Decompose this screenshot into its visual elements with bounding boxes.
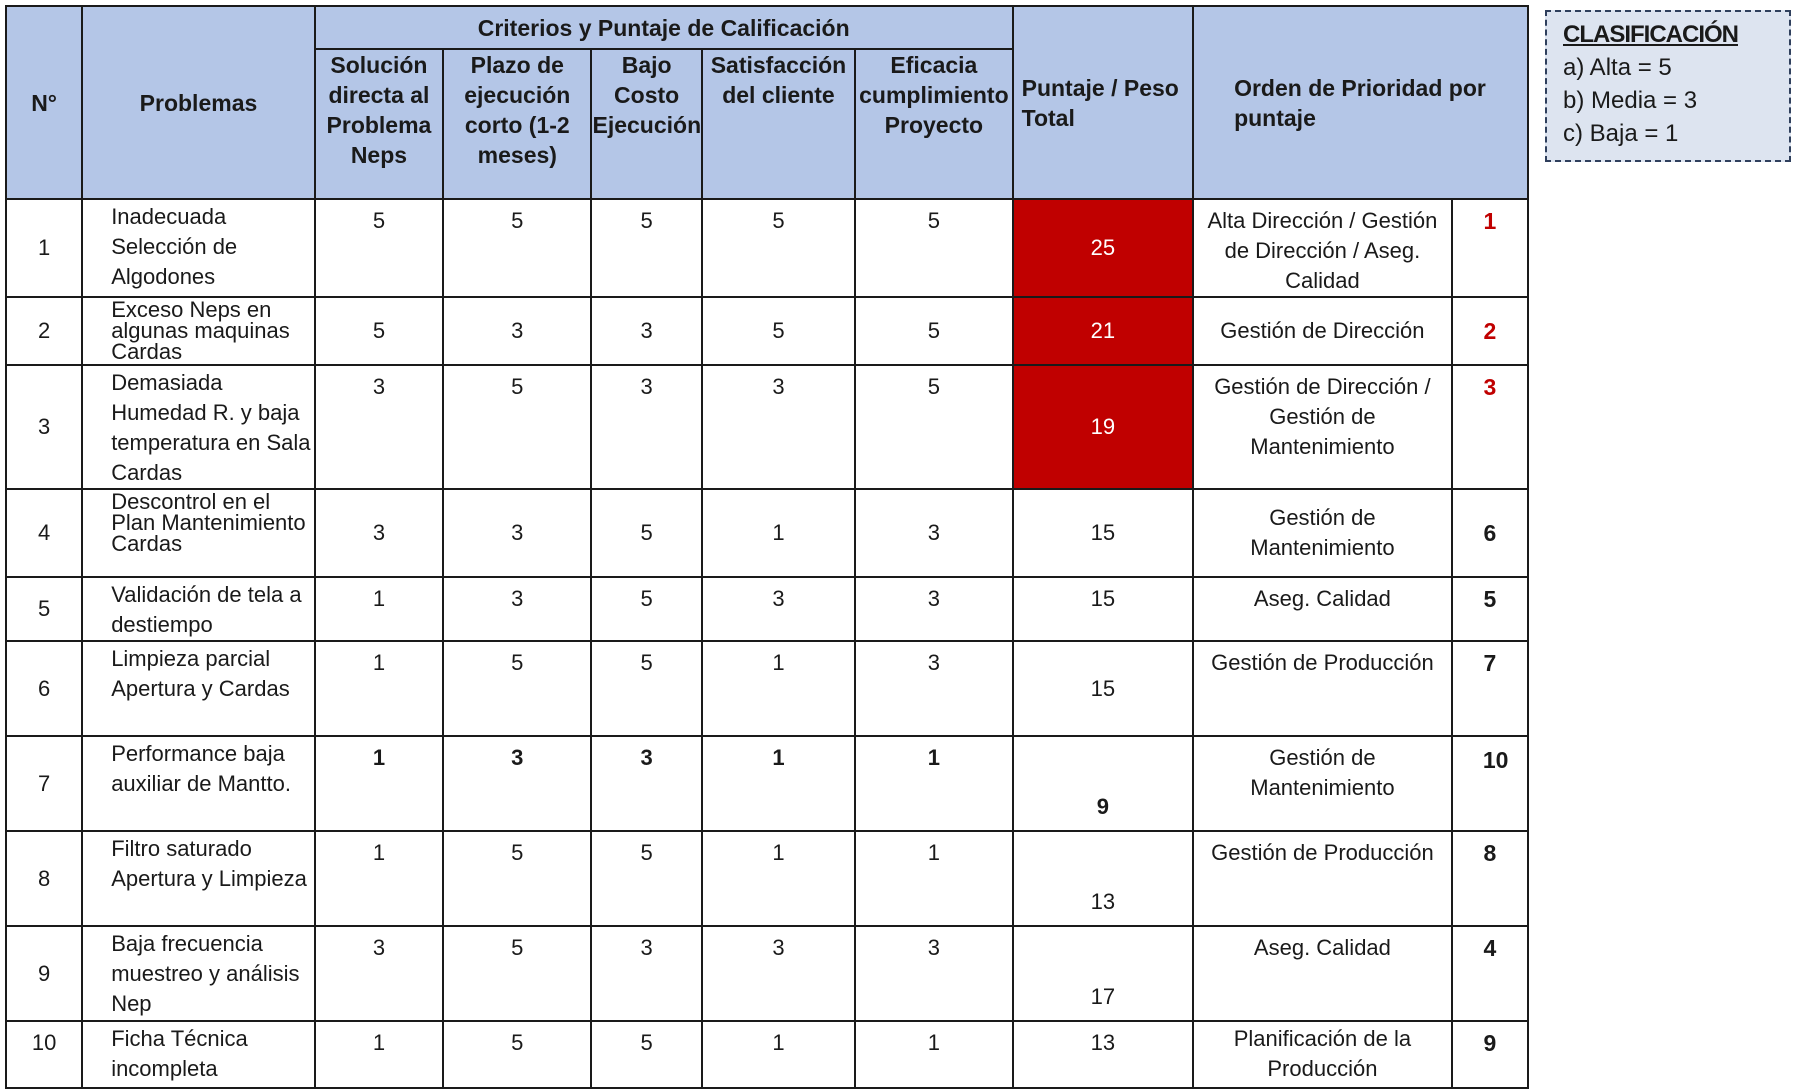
row-number: 9: [6, 926, 82, 1021]
area-cell: Gestión de Producción: [1193, 831, 1452, 926]
score-cell: 5: [443, 641, 591, 736]
header-problemas: Problemas: [82, 6, 315, 199]
score-cell: 5: [702, 199, 855, 297]
total-cell: 13: [1013, 1021, 1193, 1088]
score-cell: 3: [591, 926, 701, 1021]
score-cell: 5: [443, 365, 591, 489]
problem-cell: Validación de tela a destiempo: [82, 577, 315, 641]
table-row: [6, 641, 1528, 736]
score-cell: 3: [702, 926, 855, 1021]
problem-cell: Limpieza parcial Apertura y Cardas: [82, 641, 315, 736]
score-cell: 5: [443, 199, 591, 297]
rank-cell: 8: [1452, 831, 1528, 926]
rank-cell: 2: [1452, 297, 1528, 365]
area-cell: Aseg. Calidad: [1193, 926, 1452, 1021]
rank-cell: [1452, 736, 1528, 831]
rank-cell: 7: [1452, 641, 1528, 736]
table-row: [6, 926, 1528, 1021]
problem-cell: Exceso Neps en algunas maquinas Cardas: [82, 297, 315, 365]
score-cell: 5: [443, 926, 591, 1021]
total-cell: 15: [1013, 489, 1193, 577]
total-cell: 13: [1013, 831, 1193, 926]
score-cell: 3: [315, 926, 443, 1021]
row-number: 3: [6, 365, 82, 489]
total-cell: 19: [1013, 365, 1193, 489]
score-cell: 3: [702, 365, 855, 489]
total-cell: 15: [1013, 641, 1193, 736]
score-cell: 5: [591, 577, 701, 641]
score-cell: 1: [315, 641, 443, 736]
rank-cell: 6: [1452, 489, 1528, 577]
total-cell: 15: [1013, 577, 1193, 641]
legend-item-baja: c) Baja = 1: [1563, 120, 1679, 147]
area-cell: Gestión de Mantenimiento: [1193, 736, 1452, 831]
table-row: [6, 199, 1528, 297]
area-cell: Gestión de Dirección / Gestión de Mantenimiento: [1193, 365, 1452, 489]
legend-item-media: b) Media = 3: [1563, 87, 1698, 114]
score-cell: 5: [591, 1021, 701, 1088]
score-cell: 3: [443, 736, 591, 831]
rank-cell: 9: [1452, 1021, 1528, 1088]
score-cell: 5: [855, 199, 1012, 297]
header-criterio-satisfaccion: Satisfacción del cliente: [702, 49, 855, 199]
score-cell: 3: [702, 577, 855, 641]
row-number: 10: [6, 1021, 82, 1088]
score-cell: 5: [315, 199, 443, 297]
table-row: [6, 831, 1528, 926]
area-cell: Aseg. Calidad: [1193, 577, 1452, 641]
score-cell: 1: [315, 1021, 443, 1088]
score-cell: 3: [443, 297, 591, 365]
problem-cell: Ficha Técnica incompleta: [82, 1021, 315, 1088]
score-cell: 3: [591, 736, 701, 831]
header-criterios-group: Criterios y Puntaje de Calificación: [315, 6, 1013, 49]
header-criterio-solucion: Solución directa al Problema Neps: [315, 49, 443, 199]
header-criterio-eficacia: Eficacia cumplimiento Proyecto: [855, 49, 1012, 199]
score-cell: 5: [855, 365, 1012, 489]
area-cell: Alta Dirección / Gestión de Dirección / Aseg. Calidad: [1193, 199, 1452, 297]
row-number: 7: [6, 736, 82, 831]
problem-cell: Demasiada Humedad R. y baja temperatura en Sala Cardas: [82, 365, 315, 489]
score-cell: 3: [315, 365, 443, 489]
score-cell: 3: [443, 577, 591, 641]
score-cell: 3: [855, 641, 1012, 736]
header-criterio-plazo: Plazo de ejecución corto (1-2 meses): [443, 49, 591, 199]
row-number: 5: [6, 577, 82, 641]
area-cell: Gestión de Producción: [1193, 641, 1452, 736]
header-n: N°: [6, 6, 82, 199]
area-cell: Planificación de la Producción: [1193, 1021, 1452, 1088]
score-cell: 3: [443, 489, 591, 577]
legend-item-alta: a) Alta = 5: [1563, 54, 1672, 81]
score-cell: 5: [702, 297, 855, 365]
row-number: 2: [6, 297, 82, 365]
header-row-1: [6, 6, 1528, 49]
table-row: [6, 365, 1528, 489]
score-cell: 1: [702, 831, 855, 926]
total-cell: 17: [1013, 926, 1193, 1021]
score-cell: 1: [855, 831, 1012, 926]
row-number: 8: [6, 831, 82, 926]
problem-cell: Filtro saturado Apertura y Limpieza: [82, 831, 315, 926]
score-cell: 5: [591, 831, 701, 926]
table-row: [6, 1021, 1528, 1088]
score-cell: 3: [591, 297, 701, 365]
total-cell: 9: [1013, 736, 1193, 831]
row-number: 1: [6, 199, 82, 297]
score-cell: 1: [315, 736, 443, 831]
score-cell: 1: [702, 736, 855, 831]
score-cell: 5: [591, 641, 701, 736]
row-number: 6: [6, 641, 82, 736]
total-cell: 25: [1013, 199, 1193, 297]
problem-cell: Baja frecuencia muestreo y análisis Nep: [82, 926, 315, 1021]
problem-cell: Descontrol en el Plan Mantenimiento Cardas: [82, 489, 315, 577]
table-row: [6, 297, 1528, 365]
prioritization-table: [5, 5, 1529, 1089]
classification-legend: [1545, 10, 1791, 162]
score-cell: 3: [591, 365, 701, 489]
score-cell: 1: [855, 1021, 1012, 1088]
header-total: Puntaje / Peso Total: [1013, 6, 1193, 199]
rank-value: 10: [1482, 747, 1509, 773]
score-cell: 5: [443, 831, 591, 926]
score-cell: 3: [855, 577, 1012, 641]
row-number: 4: [6, 489, 82, 577]
rank-cell: 3: [1452, 365, 1528, 489]
score-cell: 1: [702, 641, 855, 736]
problem-cell: Inadecuada Selección de Algodones: [82, 199, 315, 297]
header-criterio-costo: Bajo Costo Ejecución: [591, 49, 701, 199]
rank-cell: 1: [1452, 199, 1528, 297]
rank-cell: 4: [1452, 926, 1528, 1021]
score-cell: 5: [443, 1021, 591, 1088]
score-cell: 1: [855, 736, 1012, 831]
score-cell: 5: [591, 489, 701, 577]
score-cell: 5: [591, 199, 701, 297]
score-cell: 3: [855, 926, 1012, 1021]
total-cell: 21: [1013, 297, 1193, 365]
table-row: [6, 736, 1528, 831]
header-orden: Orden de Prioridad por puntaje: [1193, 6, 1528, 199]
problem-cell: Performance baja auxiliar de Mantto.: [82, 736, 315, 831]
score-cell: 1: [702, 1021, 855, 1088]
table-row: [6, 489, 1528, 577]
table-row: [6, 577, 1528, 641]
score-cell: 1: [315, 577, 443, 641]
area-cell: Gestión de Mantenimiento: [1193, 489, 1452, 577]
score-cell: 1: [702, 489, 855, 577]
area-cell: Gestión de Dirección: [1193, 297, 1452, 365]
score-cell: 5: [315, 297, 443, 365]
score-cell: 3: [855, 489, 1012, 577]
score-cell: 3: [315, 489, 443, 577]
rank-cell: 5: [1452, 577, 1528, 641]
score-cell: 5: [855, 297, 1012, 365]
score-cell: 1: [315, 831, 443, 926]
legend-title: CLASIFICACIÓN: [1563, 21, 1738, 48]
